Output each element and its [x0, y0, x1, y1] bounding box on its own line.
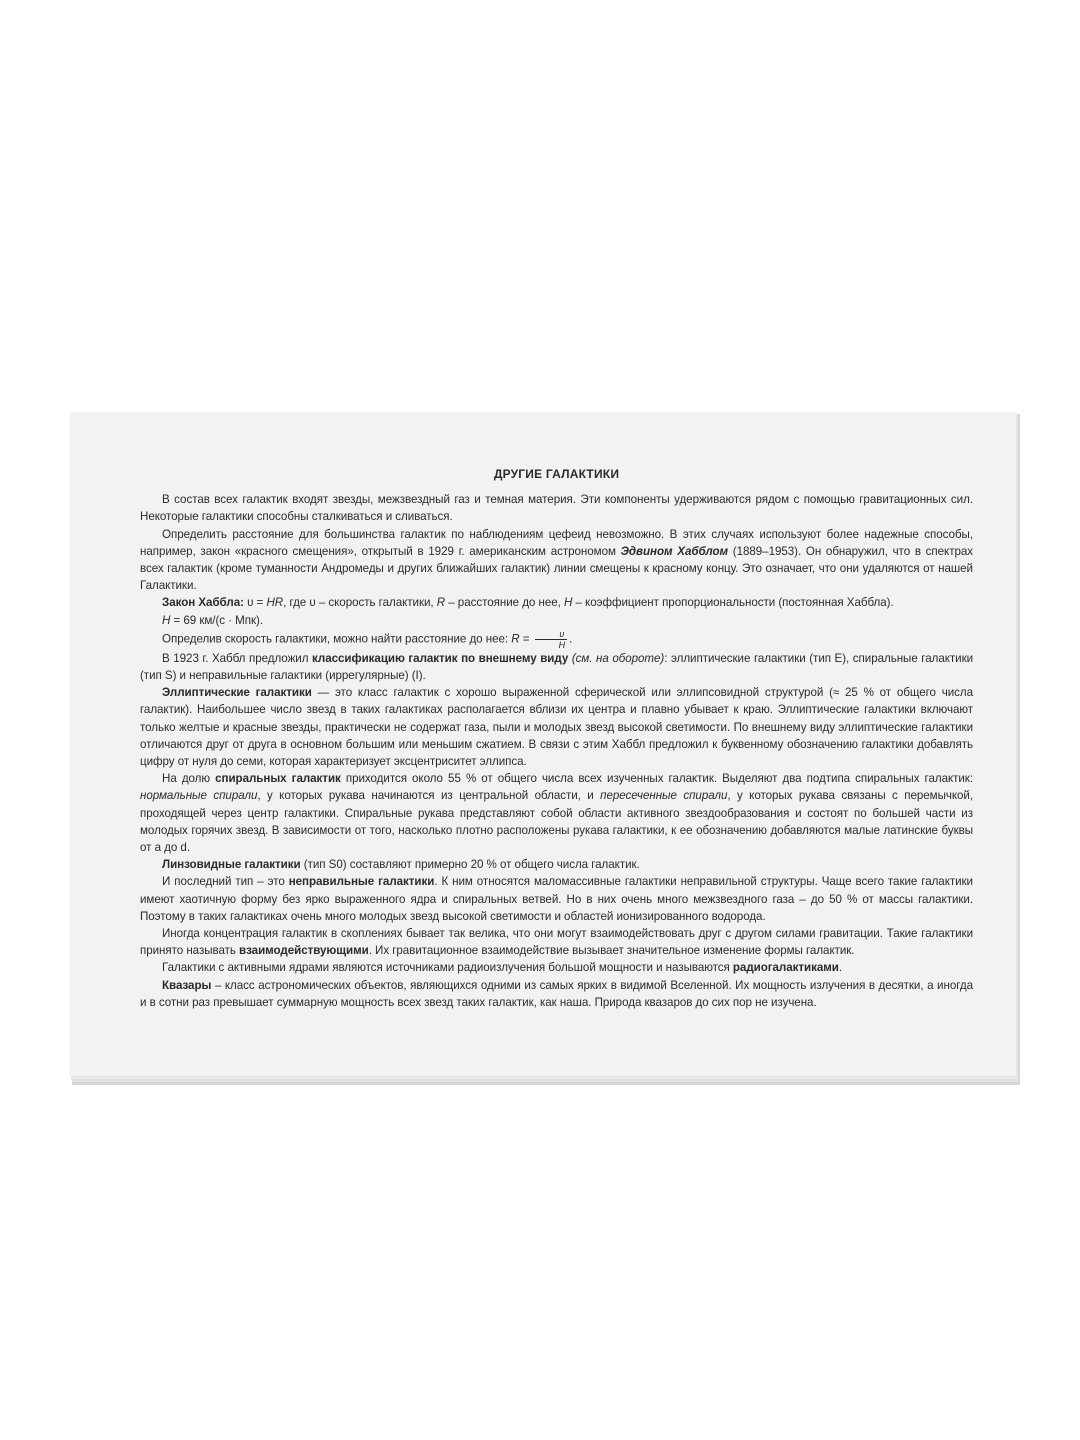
paragraph-hubble-law: Закон Хаббла: υ = HR, где υ – скорость галактики, R – расстояние до нее, H – коэффициент пропорциональности (постоянная Хаббла).	[162, 596, 894, 610]
hubble-law-label: Закон Хаббла:	[162, 596, 244, 610]
paragraph-interacting: Иногда концентрация галактик в скоплениях бывает так велика, что они могут взаимодействовать друг с другом силами гравитации. Такие галактики принято называть взаимодействующими. Их гравитационное взаимодействие вызывает значительное изменение формы галактик.	[140, 927, 973, 958]
paragraph-classification: В 1923 г. Хаббл предложил классификацию галактик по внешнему виду (см. на обороте): эллиптические галактики (тип E), спиральные галактики (тип S) и неправильные галактики (иррегулярные) (I).	[140, 651, 974, 683]
paragraph-quasars: Квазары – класс астрономических объектов, являющихся одними из самых ярких в видимой Вселенной. Их мощность излучения в десятки, а иногда и в сотни раз превышает суммарную мощность всех звезд таких галактик, как наша. Природа квазаров до сих пор не изучена.	[140, 978, 973, 1009]
hubble-name: Эдвином Хабблом	[620, 544, 729, 558]
paragraph-irregular: И последний тип – это неправильные галактики. К ним относятся маломассивные галактики неправильной структуры. Чаще всего такие галактики имеют хаотичную форму без ярко выраженного ядра и спиральных ветвей. Но в них очень много межзвездного газа – до 50 % от массы галактики. Поэтому в таких галактиках очень много молодых звезд высокой светимости и областей ионизированного водорода.	[140, 875, 973, 923]
paragraph-spiral: На долю спиральных галактик приходится около 55 % от общего числа всех изученных галактик. Выделяют два подтипа спиральных галактик: нормальные спирали, у которых рукава начинаются из центральной области, и пересеченные спирали, у которых рукава связаны с перемычкой, проходящей через центр галактики. Спиральные рукава представляют собой области активного звездообразования и состоят по большей части из молодых горячих звезд. В зависимости от того, насколько плотно расположены рукава галактики, к ее обозначению добавляются малые латинские буквы от a до d.	[140, 772, 974, 855]
front-sheet	[70, 412, 1016, 1076]
paragraph-hubble-constant: H = 69 км/(с · Мпк).	[162, 613, 264, 627]
document-title: ДРУГИЕ ГАЛАКТИКИ	[493, 467, 620, 481]
paragraph-radio-galaxies: Галактики с активными ядрами являются источниками радиоизлучения большой мощности и называются радиогалактиками.	[162, 961, 843, 975]
document-body	[140, 466, 973, 1011]
paragraph-lenticular: Линзовидные галактики (тип S0) составляют примерно 20 % от общего числа галактик.	[162, 858, 640, 872]
paragraph-distance-formula: Определив скорость галактики, можно найти расстояние до нее: R = $\frac{\upsilon}{H}$ .	[162, 628, 573, 650]
paragraph-redshift: Определить расстояние для большинства галактик по наблюдениям цефеид невозможно. В этих случаях используют более надежные способы, например, закон «красного смещения», открытый в 1929 г. американским астрономом Эдвином Хабблом (1889–1953). Он обнаружил, что в спектрах всех галактик (кроме туманности Андромеды и других ближайших галактик) линии смещены к красному концу. Это означает, что они удаляются от нашей Галактики.	[140, 527, 973, 593]
paragraph-composition: В состав всех галактик входят звезды, межзвездный газ и темная материя. Эти компоненты удерживаются рядом с помощью гравитационных сил. Некоторые галактики способны сталкиваться и сливаться.	[140, 493, 973, 524]
distance-fraction: $\frac{\upsilon}{H}$	[535, 629, 567, 650]
paragraph-elliptical: Эллиптические галактики — это класс галактик с хорошо выраженной сферической или эллипсовидной структурой (≈ 25 % от общего числа галактик). Наибольшее число звезд в таких галактиках располагается вблизи их центра и плавно убывает к краю. Эллиптические галактики включают только желтые и красные звезды, практически не содержат газа, пыли и молодых звезд высокой светимости. По внешнему виду эллиптические галактики отличаются друг от друга в основном большим или меньшим сжатием. В связи с этим Хаббл предложил к буквенному обозначению галактики добавлять цифру от нуля до семи, которая характеризует эксцентриситет эллипса.	[140, 686, 973, 769]
paper-stack	[70, 412, 1020, 1082]
